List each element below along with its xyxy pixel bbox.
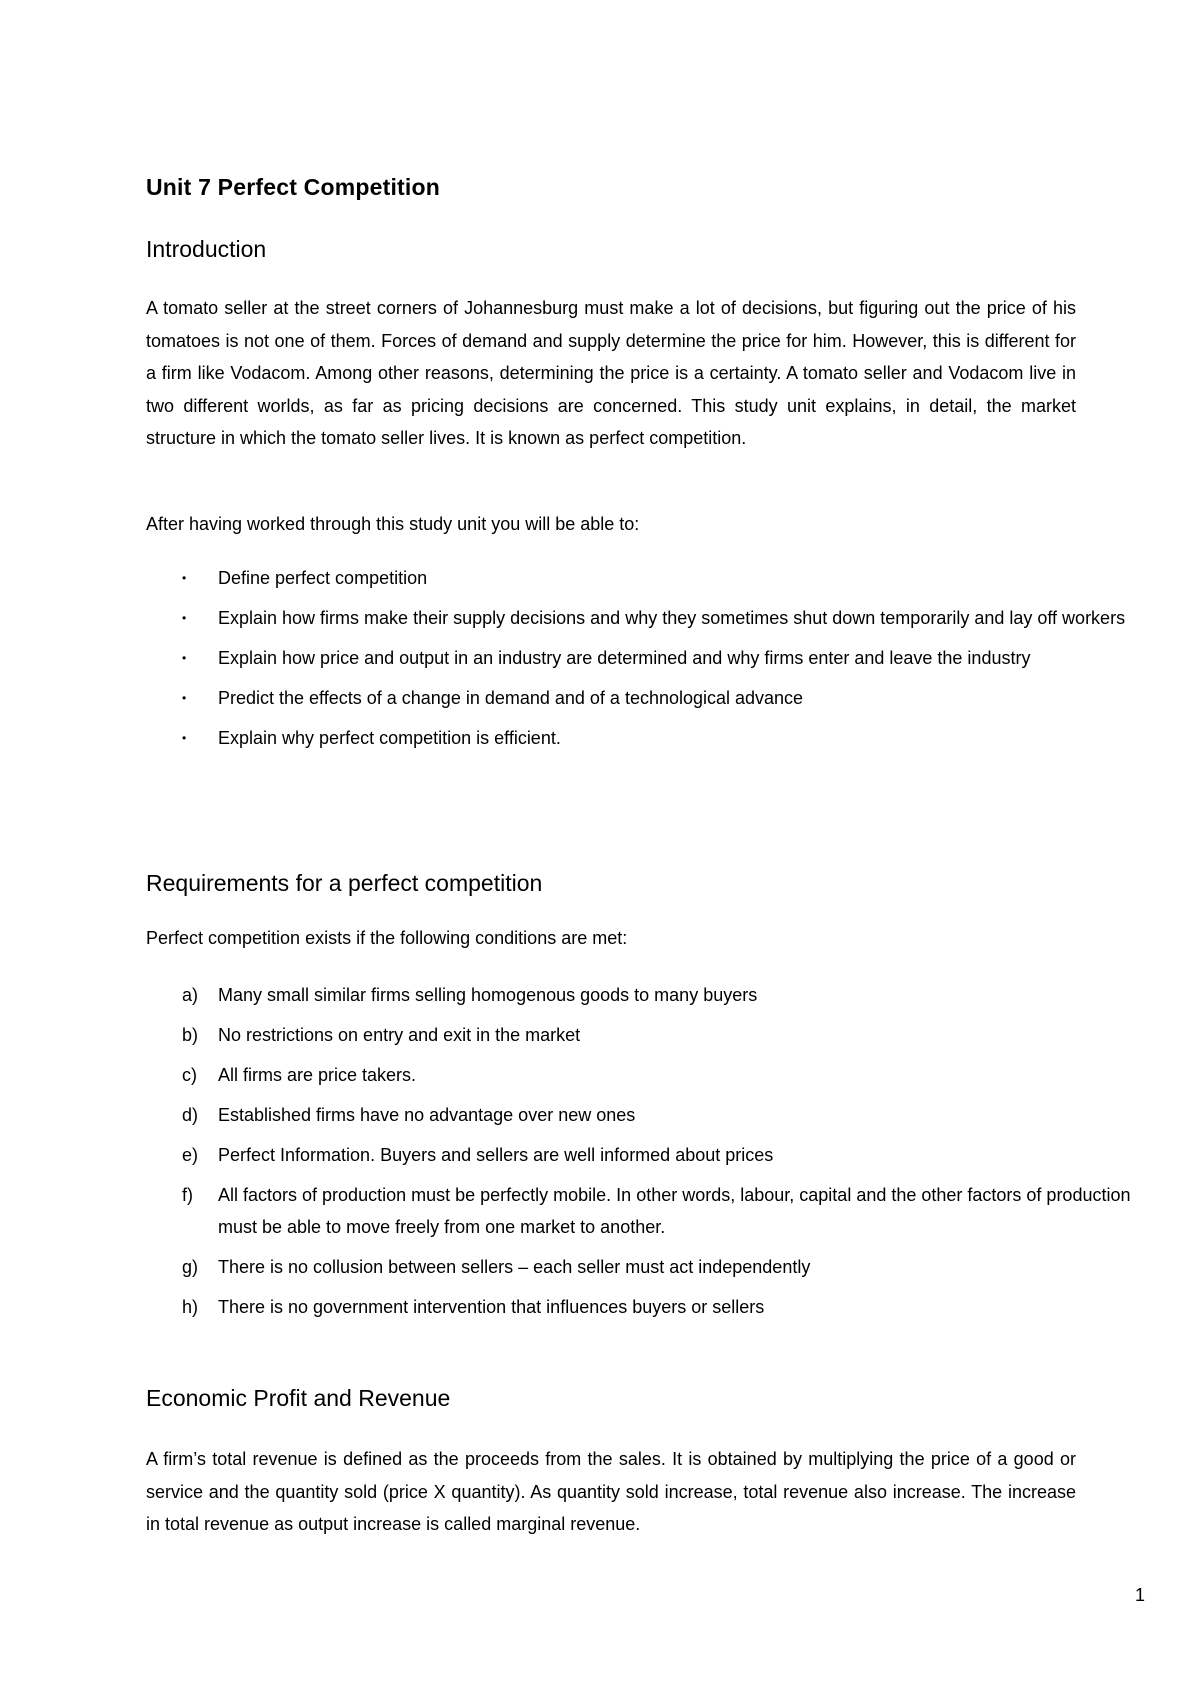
condition-text: Many small similar firms selling homogenous goods to many buyers <box>218 985 758 1005</box>
economic-profit-heading: Economic Profit and Revenue <box>146 1385 451 1411</box>
objectives-lead: After having worked through this study unit you will be able to: <box>146 514 640 534</box>
list-marker: b) <box>182 1025 199 1045</box>
bullet-icon: • <box>182 651 187 665</box>
introduction-heading: Introduction <box>146 236 267 262</box>
list-marker: h) <box>182 1297 199 1317</box>
list-item <box>146 682 1156 714</box>
bullet-icon: • <box>182 611 187 625</box>
bullet-icon: • <box>182 691 187 705</box>
list-item <box>146 722 1156 754</box>
list-item <box>146 1059 1156 1091</box>
condition-text: No restrictions on entry and exit in the market <box>218 1025 581 1045</box>
list-marker: e) <box>182 1145 199 1165</box>
conditions-list <box>146 979 1156 1331</box>
objective-text: Explain how firms make their supply decisions and why they sometimes shut down temporarily and lay off workers <box>218 608 1126 628</box>
list-item <box>146 1251 1156 1283</box>
list-marker: f) <box>182 1185 193 1205</box>
requirements-heading: Requirements for a perfect competition <box>146 870 543 896</box>
list-item <box>146 979 1156 1011</box>
list-item <box>146 1099 1156 1131</box>
condition-text: There is no collusion between sellers – each seller must act independently <box>218 1257 811 1277</box>
page-number: 1 <box>1134 1585 1145 1605</box>
list-marker: g) <box>182 1257 199 1277</box>
condition-text: There is no government intervention that influences buyers or sellers <box>218 1297 765 1317</box>
list-item <box>146 602 1156 634</box>
list-item <box>146 1179 1156 1243</box>
condition-text: Established firms have no advantage over new ones <box>218 1105 636 1125</box>
list-item <box>146 562 1156 594</box>
list-item <box>146 1019 1156 1051</box>
objectives-list <box>146 562 1156 762</box>
condition-text: All factors of production must be perfectly mobile. In other words, labour, capital and the other factors of production must be able to move freely from one market to another. <box>218 1185 1131 1237</box>
list-marker: a) <box>182 985 199 1005</box>
bullet-icon: • <box>182 571 187 585</box>
objective-text: Define perfect competition <box>218 568 428 588</box>
objective-text: Explain why perfect competition is efficient. <box>218 728 561 748</box>
bullet-icon: • <box>182 731 187 745</box>
list-item <box>146 1291 1156 1323</box>
document-title: Unit 7 Perfect Competition <box>146 174 441 200</box>
introduction-paragraph: A tomato seller at the street corners of Johannesburg must make a lot of decisions, but figuring out the price of his tomatoes is not one of them. Forces of demand and supply determine the price for him. However, this is different for a firm like Vodacom. Among other reasons, determining the price is a certainty. A tomato seller and Vodacom live in two different worlds, as far as pricing decisions are concerned. This study unit explains, in detail, the market structure in which the tomato seller lives. It is known as perfect competition. <box>146 298 1076 448</box>
list-marker: c) <box>182 1065 197 1085</box>
objective-text: Explain how price and output in an industry are determined and why firms enter and leave the industry <box>218 648 1031 668</box>
list-marker: d) <box>182 1105 199 1125</box>
economic-profit-paragraph: A firm’s total revenue is defined as the proceeds from the sales. It is obtained by multiplying the price of a good or service and the quantity sold (price X quantity). As quantity sold increase, total revenue also increase. The increase in total revenue as output increase is called marginal revenue. <box>146 1449 1076 1534</box>
requirements-lead: Perfect competition exists if the following conditions are met: <box>146 928 628 948</box>
condition-text: All firms are price takers. <box>218 1065 417 1085</box>
objective-text: Predict the effects of a change in demand and of a technological advance <box>218 688 804 708</box>
list-item <box>146 1139 1156 1171</box>
list-item <box>146 642 1156 674</box>
condition-text: Perfect Information. Buyers and sellers are well informed about prices <box>218 1145 774 1165</box>
